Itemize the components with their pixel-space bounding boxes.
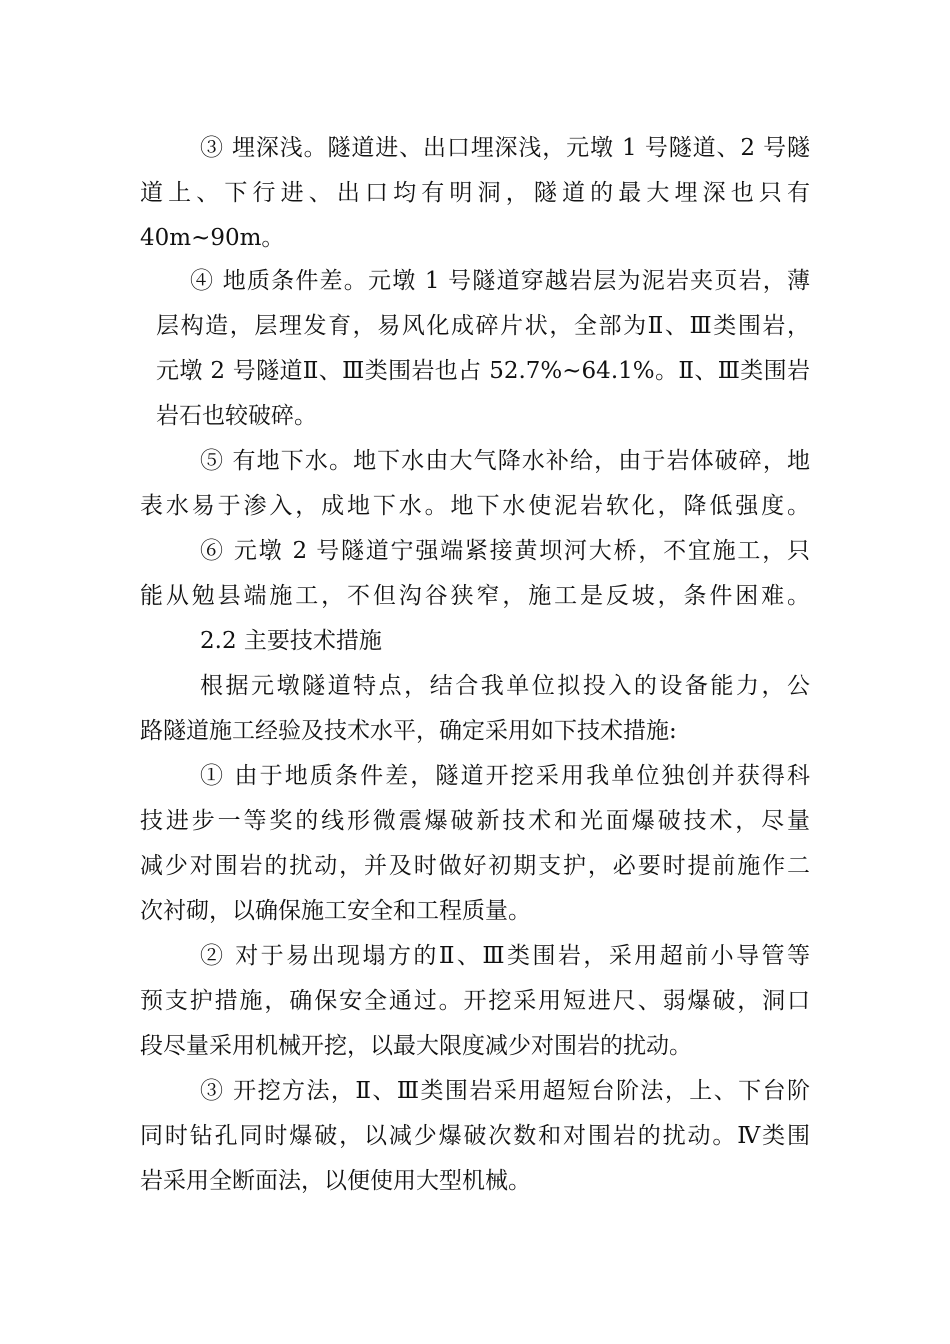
paragraph-8-line-2: 预支护措施，确保安全通过。开挖采用短进尺、弱爆破，洞口 bbox=[140, 988, 810, 1014]
paragraph-1-line-3: 40m~90m。 bbox=[140, 225, 285, 251]
paragraph-2-line-2: 层构造，层理发育，易风化成碎片状，全部为Ⅱ、Ⅲ类围岩， bbox=[156, 313, 810, 339]
paragraph-9-line-2: 同时钻孔同时爆破，以减少爆破次数和对围岩的扰动。Ⅳ类围 bbox=[140, 1123, 810, 1149]
paragraph-6-line-2: 路隧道施工经验及技术水平，确定采用如下技术措施: bbox=[140, 718, 677, 744]
paragraph-2-line-4: 岩石也较破碎。 bbox=[156, 403, 317, 429]
paragraph-8-line-3: 段尽量采用机械开挖，以最大限度减少对围岩的扰动。 bbox=[140, 1033, 692, 1059]
paragraph-7-line-4: 次衬砌，以确保施工安全和工程质量。 bbox=[140, 898, 531, 924]
paragraph-1-line-1: ③ 埋深浅。隧道进、出口埋深浅，元墩 1 号隧道、2 号隧 bbox=[200, 135, 810, 161]
paragraph-7-line-3: 减少对围岩的扰动，并及时做好初期支护，必要时提前施作二 bbox=[140, 853, 810, 879]
paragraph-4-line-2: 能从勉县端施工，不但沟谷狭窄，施工是反坡，条件困难。 bbox=[140, 583, 810, 609]
paragraph-3-line-2: 表水易于渗入，成地下水。地下水使泥岩软化，降低强度。 bbox=[140, 493, 810, 519]
paragraph-6-line-1: 根据元墩隧道特点，结合我单位拟投入的设备能力，公 bbox=[200, 673, 810, 699]
paragraph-2-line-3: 元墩 2 号隧道Ⅱ、Ⅲ类围岩也占 52.7%~64.1%。Ⅱ、Ⅲ类围岩 bbox=[156, 358, 810, 384]
paragraph-3-line-1: ⑤ 有地下水。地下水由大气降水补给，由于岩体破碎，地 bbox=[200, 448, 810, 474]
paragraph-4-line-1: ⑥ 元墩 2 号隧道宁强端紧接黄坝河大桥，不宜施工，只 bbox=[200, 538, 810, 564]
paragraph-7-line-1: ① 由于地质条件差，隧道开挖采用我单位独创并获得科 bbox=[200, 763, 810, 789]
paragraph-2-line-1: ④ 地质条件差。元墩 1 号隧道穿越岩层为泥岩夹页岩，薄 bbox=[190, 268, 810, 294]
paragraph-9-line-1: ③ 开挖方法，Ⅱ、Ⅲ类围岩采用超短台阶法，上、下台阶 bbox=[200, 1078, 810, 1104]
paragraph-8-line-1: ② 对于易出现塌方的Ⅱ、Ⅲ类围岩，采用超前小导管等 bbox=[200, 943, 810, 969]
paragraph-1-line-2: 道上、下行进、出口均有明洞，隧道的最大埋深也只有 bbox=[140, 180, 810, 206]
paragraph-9-line-3: 岩采用全断面法，以便使用大型机械。 bbox=[140, 1168, 531, 1194]
paragraph-7-line-2: 技进步一等奖的线形微震爆破新技术和光面爆破技术，尽量 bbox=[140, 808, 810, 834]
section-heading: 2.2 主要技术措施 bbox=[200, 628, 382, 654]
